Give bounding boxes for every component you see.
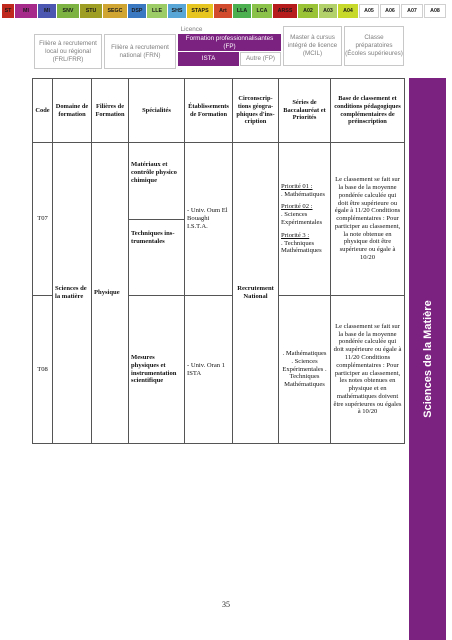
- tab-mi[interactable]: MI: [15, 4, 37, 18]
- tab-a02[interactable]: A02: [298, 4, 318, 18]
- specialite-cell: Mesures physiques et instrumentation scientifique: [129, 296, 185, 444]
- specialites-table: [32, 78, 405, 444]
- series-cell: [279, 143, 331, 296]
- tab-lla[interactable]: LLA: [233, 4, 251, 18]
- header-code: Code: [33, 79, 53, 143]
- autre-fp-box: Autre (FP): [240, 52, 281, 66]
- priority-3-text: . Techniques Mathématiques: [281, 239, 322, 255]
- code-cell: T08: [33, 296, 53, 444]
- specialite-cell: Techniques ins-trumentales: [129, 220, 185, 296]
- tab-a08[interactable]: A08: [424, 4, 446, 18]
- tab-snv[interactable]: SNV: [57, 4, 79, 18]
- filiere-tab-strip: [2, 4, 448, 18]
- etablissement-cell: - Univ. Oran 1 ISTA: [185, 296, 233, 444]
- tab-lca[interactable]: LCA: [252, 4, 272, 18]
- header-series: Séries de Baccalauréat et Priorités: [279, 79, 331, 143]
- table-row: [33, 143, 405, 220]
- tab-art[interactable]: Art: [214, 4, 232, 18]
- tab-a06[interactable]: A06: [380, 4, 400, 18]
- page-number: 35: [222, 600, 230, 609]
- tab-a04[interactable]: A04: [338, 4, 358, 18]
- specialite-cell: Matériaux et contrôle physico chimique: [129, 143, 185, 220]
- formation-pro-box: Formation professionnalisantes (FP): [178, 34, 281, 51]
- priority-1-title: Priorité 01 :: [281, 182, 313, 190]
- domaine-cell: Sciences de la matière: [53, 143, 92, 444]
- tab-arss[interactable]: ARSS: [273, 4, 297, 18]
- header-base: Base de classement et conditions pédagogiques complémentaires de préinscription: [331, 79, 405, 143]
- filiere-cell: Physique: [92, 143, 129, 444]
- tab-lle[interactable]: LLE: [147, 4, 167, 18]
- base-cell: Le classement se fait sur la base de la moyenne pondérée calculée qui doit être supérieure ou égale à 11/20 Conditions complémentaires : Pour participer au classement, la note obtenue en physique doit être supérieure ou égale à 10/20: [331, 143, 405, 296]
- section-sidebar: [409, 78, 446, 640]
- code-cell: T07: [33, 143, 53, 296]
- mcil-box: Master à cursus intégré de licence (MCIL): [283, 26, 342, 66]
- tab-staps[interactable]: STAPS: [187, 4, 213, 18]
- classe-prepa-box: Classe préparatoires (Écoles supérieures): [344, 26, 404, 66]
- circonscription-cell: Recrutement National: [233, 143, 279, 444]
- series-cell: . Mathématiques . Sciences Expérimentales . Techniques Mathématiques: [279, 296, 331, 444]
- header-specialites: Spécialités: [129, 79, 185, 143]
- ista-box: ISTA: [178, 52, 239, 66]
- header-etablissements: Établissements de Formation: [185, 79, 233, 143]
- etablissement-cell: - Univ. Oum El Bouaghi I.S.T.A.: [185, 143, 233, 296]
- tab-mi[interactable]: MI: [38, 4, 56, 18]
- frn-box: Filière à recrutement national (FRN): [104, 34, 176, 69]
- header-domaine: Domaine de formation: [53, 79, 92, 143]
- tab-a07[interactable]: A07: [401, 4, 423, 18]
- tab-segc[interactable]: SEGC: [103, 4, 127, 18]
- priority-2-text: . Sciences Expérimentales: [281, 211, 323, 226]
- tab-st[interactable]: ST: [2, 4, 14, 18]
- tab-a03[interactable]: A03: [319, 4, 337, 18]
- tab-dsp[interactable]: DSP: [128, 4, 146, 18]
- frl-box: Filière à recrutement local ou régional (FRL/FRR): [34, 34, 102, 69]
- licence-label: Licence: [180, 26, 203, 33]
- table-header-row: [33, 79, 405, 143]
- priority-1-text: . Mathématiques: [281, 190, 325, 198]
- priority-3-title: Priorité 3 :: [281, 231, 310, 239]
- priority-2-title: Priorité 02 :: [281, 203, 313, 211]
- header-filieres: Filières de Formation: [92, 79, 129, 143]
- tab-shs[interactable]: SHS: [168, 4, 186, 18]
- section-title: Sciences de la Matière: [421, 300, 434, 418]
- tab-a05[interactable]: A05: [359, 4, 379, 18]
- tab-stu[interactable]: STU: [80, 4, 102, 18]
- header-circonscriptions: Circonscrip-tions géogra-phiques d'ins-cription: [233, 79, 279, 143]
- base-cell: Le classement se fait sur la base de la moyenne pondérée calculée qui doit supérieure ou égale à 11/20 Conditions complémentaires : Pour participer au classement, les notes obtenues en physique et en mathématiques doivent être supérieures ou égales à 10/20: [331, 296, 405, 444]
